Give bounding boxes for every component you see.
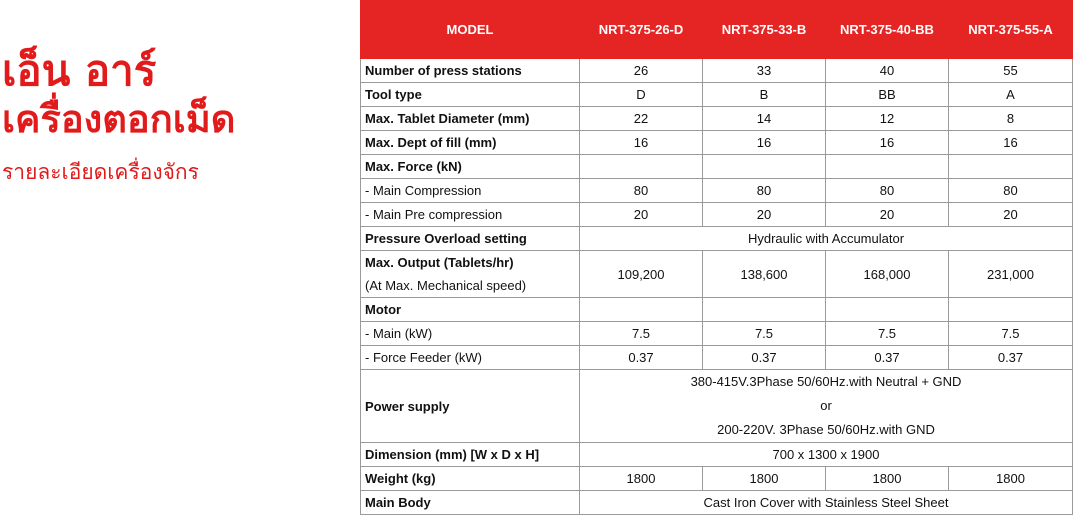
table-row xyxy=(361,370,1073,443)
cell-value: 0.37 xyxy=(949,346,1073,370)
cell-empty xyxy=(580,298,703,322)
cell-value: 26 xyxy=(580,59,703,83)
cell-span-value: 700 x 1300 x 1900 xyxy=(580,443,1073,467)
table-row xyxy=(361,83,1073,107)
row-label xyxy=(361,251,580,298)
cell-value: 80 xyxy=(949,179,1073,203)
header-model-4: NRT-375-55-A xyxy=(949,1,1073,59)
cell-value: 22 xyxy=(580,107,703,131)
header-model-1: NRT-375-26-D xyxy=(580,1,703,59)
row-label-note: (At Max. Mechanical speed) xyxy=(365,278,527,293)
cell-value: 138,600 xyxy=(703,251,826,298)
row-label-main: Max. Output (Tablets/hr) xyxy=(365,255,514,270)
row-label: Max. Dept of fill (mm) xyxy=(361,131,580,155)
table-row xyxy=(361,346,1073,370)
cell-value: 20 xyxy=(580,203,703,227)
spec-table xyxy=(360,0,1073,515)
power-option-2: 200-220V. 3Phase 50/60Hz.with GND xyxy=(717,422,935,437)
power-or: or xyxy=(820,398,832,413)
table-row xyxy=(361,322,1073,346)
cell-span-value xyxy=(580,370,1073,443)
header-model-2: NRT-375-33-B xyxy=(703,1,826,59)
product-title: เครื่องตอกเม็ด xyxy=(2,97,236,141)
cell-value: 55 xyxy=(949,59,1073,83)
row-label: Max. Force (kN) xyxy=(361,155,580,179)
row-label: Pressure Overload setting xyxy=(361,227,580,251)
cell-value: 1800 xyxy=(826,467,949,491)
cell-value: 1800 xyxy=(703,467,826,491)
row-label: Max. Tablet Diameter (mm) xyxy=(361,107,580,131)
brand-name: เอ็น อาร์ xyxy=(2,46,157,95)
cell-value: 80 xyxy=(826,179,949,203)
cell-empty xyxy=(703,155,826,179)
row-label: Main Body xyxy=(361,491,580,515)
header-model-3: NRT-375-40-BB xyxy=(826,1,949,59)
row-label: Weight (kg) xyxy=(361,467,580,491)
row-sublabel: - Main Pre compression xyxy=(361,203,580,227)
cell-empty xyxy=(949,155,1073,179)
cell-empty xyxy=(949,298,1073,322)
cell-value: 231,000 xyxy=(949,251,1073,298)
table-row xyxy=(361,131,1073,155)
table-row xyxy=(361,251,1073,298)
cell-value: 16 xyxy=(826,131,949,155)
cell-value: 20 xyxy=(703,203,826,227)
cell-empty xyxy=(826,155,949,179)
cell-value: 16 xyxy=(580,131,703,155)
header-row xyxy=(361,1,1073,59)
cell-value: 12 xyxy=(826,107,949,131)
cell-value: D xyxy=(580,83,703,107)
cell-value: 1800 xyxy=(580,467,703,491)
cell-empty xyxy=(703,298,826,322)
table-row xyxy=(361,491,1073,515)
table-row xyxy=(361,107,1073,131)
table-row xyxy=(361,227,1073,251)
cell-value: 40 xyxy=(826,59,949,83)
power-option-1: 380-415V.3Phase 50/60Hz.with Neutral + GND xyxy=(690,374,962,389)
table-row xyxy=(361,298,1073,322)
cell-value: 7.5 xyxy=(949,322,1073,346)
section-subtitle: รายละเอียดเครื่องจักร xyxy=(2,160,199,184)
table-row xyxy=(361,59,1073,83)
row-label: Power supply xyxy=(361,370,580,443)
cell-empty xyxy=(826,298,949,322)
row-label: Tool type xyxy=(361,83,580,107)
row-sublabel: - Main (kW) xyxy=(361,322,580,346)
row-label: Motor xyxy=(361,298,580,322)
cell-value: 33 xyxy=(703,59,826,83)
cell-span-value: Cast Iron Cover with Stainless Steel Sheet xyxy=(580,491,1073,515)
cell-value: 14 xyxy=(703,107,826,131)
brand-block xyxy=(0,48,350,186)
row-sublabel: - Main Compression xyxy=(361,179,580,203)
row-label: Number of press stations xyxy=(361,59,580,83)
cell-value: 20 xyxy=(949,203,1073,227)
table-row xyxy=(361,155,1073,179)
cell-value: 20 xyxy=(826,203,949,227)
cell-value: 8 xyxy=(949,107,1073,131)
table-row xyxy=(361,443,1073,467)
cell-value: 80 xyxy=(703,179,826,203)
cell-value: 0.37 xyxy=(580,346,703,370)
cell-value: 109,200 xyxy=(580,251,703,298)
header-model: MODEL xyxy=(361,1,580,59)
cell-value: B xyxy=(703,83,826,107)
cell-value: 7.5 xyxy=(580,322,703,346)
cell-value: 0.37 xyxy=(826,346,949,370)
cell-value: 168,000 xyxy=(826,251,949,298)
cell-value: 1800 xyxy=(949,467,1073,491)
cell-value: 16 xyxy=(949,131,1073,155)
table-row xyxy=(361,203,1073,227)
cell-empty xyxy=(580,155,703,179)
cell-value: 16 xyxy=(703,131,826,155)
table-row xyxy=(361,179,1073,203)
cell-span-value: Hydraulic with Accumulator xyxy=(580,227,1073,251)
cell-value: A xyxy=(949,83,1073,107)
row-sublabel: - Force Feeder (kW) xyxy=(361,346,580,370)
table-row xyxy=(361,467,1073,491)
cell-value: 80 xyxy=(580,179,703,203)
row-label: Dimension (mm) [W x D x H] xyxy=(361,443,580,467)
cell-value: 7.5 xyxy=(826,322,949,346)
cell-value: 7.5 xyxy=(703,322,826,346)
cell-value: BB xyxy=(826,83,949,107)
cell-value: 0.37 xyxy=(703,346,826,370)
